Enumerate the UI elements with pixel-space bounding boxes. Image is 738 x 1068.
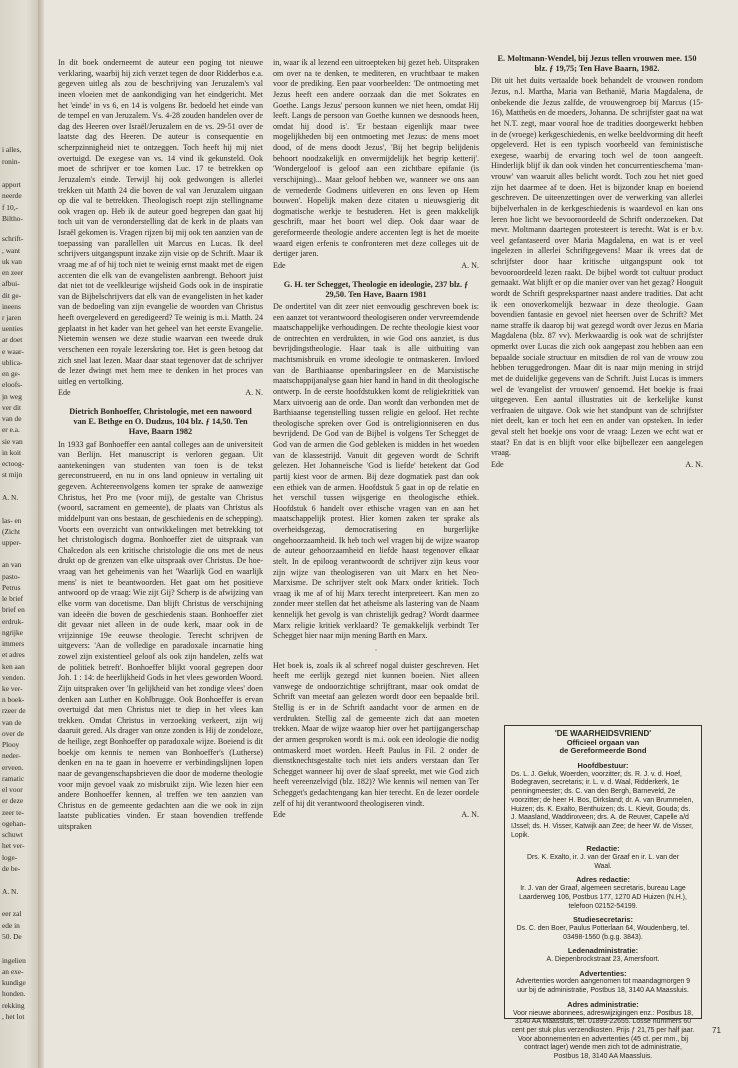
gutter-text-fragment: ronin- xyxy=(2,157,21,166)
gutter-text-fragment: ectoog- xyxy=(2,459,25,468)
gutter-text-fragment: neder- xyxy=(2,751,21,760)
gutter-text-fragment: et adres xyxy=(2,650,25,659)
review-continuation-text: In dit boek onderneemt de auteur een poging tot nieuwe verklaring, waarbij hij zich verzet tegen de door Ridderbos e.a. gegeven uitleg als zou de beschrijving van Jeruzalem's val ineen vloeien met de aankondiging van het eindgericht. Met het 'einde' in vs 6, en 14 is volgens Br. bedoeld het einde van de tempel en van Jeruzalem. Vs. 4-28 zouden handelen over de dag des Heeren over Israël/Jeruzalem en de vs. 29-51 over de laatste dag des Heeren. De auteur is consequentie en scherpzinnigheid niet te ontzeggen. Toch heeft hij mij niet overtuigd. De exegese van vs. 14 vind ik gekunsteld. Ook moet de schrijver er toe komen Luc. 17 te betrekken op Jeruzalem's einde. Terwijl hij ook gedwongen is allerlei trekken uit Matth 24 die boven de val van Jeruzalem uitgaan op die val te betrekken. Theologisch roept zijn stellingname ook vragen op. Heb ik de auteur goed begrepen dan gaat hij toch uit van de veronderstelling dat de kerk in de plaats van Israël gekomen is. Vragen rijzen bij mij ook ten aanzien van de toepassing van parallellen uit Marcus en Lucas. Ik deel schrijvers uitgangspunt inzake zijn visie op de Schrift. Maar ik vraag me af of hij toch niet te weinig ernst maakt met de eigen accenten die elk van de evangelisten aanbrengt. Behoort juist dat niet tot de veelkleurige wijsheid Gods ook in de inspiratie van de Bijbelschrijvers dat elk van de evangelisten in het kader van de bedoeling van zijn evangelie de woorden van Christus heeft overgeleverd en geredigeerd? Te weinig is m.i. Matth. 24 geplaatst in het kader van het geheel van het eerste Evangelie. Nietemin wensen we deze studie waarvan een tweede druk verschenen een royale lezerskring toe. Het is geen betoog dat zich snel laat lezen. Maar daar staat tegenover dat de schrijver de lezer dwingt met hem mee te denken in het proces van uitleg en vertolking. xyxy=(58,58,263,386)
gutter-text-fragment: en zeer xyxy=(2,268,24,277)
gutter-text-fragment: zeer te- xyxy=(2,808,24,817)
gutter-text-fragment: honden. xyxy=(2,989,26,998)
gutter-text-fragment: brief en xyxy=(2,605,25,614)
gutter-text-fragment: ogehan- xyxy=(2,819,26,828)
signature-place: Ede xyxy=(273,260,286,270)
gutter-text-fragment: las- en xyxy=(2,516,22,525)
gutter-text-fragment: ublica- xyxy=(2,358,23,367)
redactie-text: Drs. K. Exalto, ir. J. van der Graaf en ir. L. van der Waal. xyxy=(526,854,680,870)
ledenadministratie-label: Ledenadministratie: xyxy=(567,946,639,956)
signature-initials: A. N. xyxy=(461,260,479,270)
signature-place: Ede xyxy=(58,388,71,398)
gutter-text-fragment: , want xyxy=(2,246,21,255)
gutter-text-fragment: eloofs- xyxy=(2,380,23,389)
ledenadministratie-text: A. Diepenbrockstraat 23, Amersfoort. xyxy=(546,956,660,964)
column-3 xyxy=(491,52,703,479)
paragraph-separator: · xyxy=(374,645,378,655)
gutter-text-fragment: upper- xyxy=(2,538,22,547)
colophon-subtitle: Officieel orgaan van xyxy=(566,737,640,747)
gutter-text-fragment: en ge- xyxy=(2,369,21,378)
review-text-ter-schegget-part-2: Het boek is, zoals ik al schreef nogal duister geschreven. Het heeft me eerlijk gezegd niet kunnen boeien. Niet alleen vanwege de ondoorzichtige schrijftrant, maar ook omdat de Schrift van meetaf aan gelezen wordt door een bepaalde bril. Stellig is er in de Schrift aandacht voor de armen en de verdrukten. Stellig zal de gemeente zich dat aan moeten trekken. Maar de wijze waarop hier over het partijgangerschap der armen gesproken wordt is m.i. ook een ideologie die nodig ontmaskerd moet worden. Heeft Paulus in Fil. 2 onder de dienstknechtsgestalte toch niet iets anders verstaan dan Ter Schegget wanneer hij over de slaaf spreekt, met wie God zich heeft vereenzelvigd (blz. 182)? Wie kennis wil nemen van Ter Schegget's gedachtengang kan hier terecht. En de lezer oordele zelf of hij dit verantwoord theologiseren vindt. xyxy=(273,660,479,808)
gutter-text-fragment: rzeer de xyxy=(2,706,26,715)
gutter-text-fragment: de be- xyxy=(2,864,21,873)
review-continuation-text-2: in, waar ik al lezend een uitroepteken bij gezet heb. Uitspraken om over na te denken, te mediteren, en vruchtbaar te maken voor de prediking. Een paar voorbeelden: 'De ontmoeting met Jezus heeft een andere oorzaak dan die met Sokrates en Goethe. Langs Jezus' persoon kunnen we niet heen, omdat Hij leeft. Langs de persoon van Goethe kunnen we desnoods heen, omdat hij dood is'. 'Er bestaan eigenlijk maar twee mogelijkheden bij een ontmoeting met Jezus: de mens moet dood, of de mens doodt Jezus', 'Bij het begrip belijdenis behoort noodzakelijk en onvermijdelijk het begrip ketterij'. 'Wondergeloof is geloof aan een zichtbare epifanie (is verschijning)... Maar geloof hebben we, wanneer we ons aan de vernederde Godmens uitleveren en ons leven op Hem bouwen'. Hopelijk maken deze citaten u nieuwsgierig dit dogmatische werkje te bestuderen. Het is geen makkelijk geschrift, maar het boort wel diep. Ook daar waar de gereformeerde theologie andere accenten legt is het de moeite waard eigen erfenis te confronteren met deze colleges uit de dertiger jaren. xyxy=(273,58,479,259)
review-title-ter-schegget: G. H. ter Schegget, Theologie en ideologie, 237 blz. ƒ 29,50. Ten Have, Baarn 1981 xyxy=(283,279,469,299)
gutter-text-fragment: Petrus xyxy=(2,583,21,592)
gutter-text-fragment: el voor xyxy=(2,785,23,794)
studiesecretaris-label: Studiesecretaris: xyxy=(573,915,633,925)
gutter-text-fragment: (Zicht xyxy=(2,527,21,536)
signature-place: Ede xyxy=(273,810,286,820)
redactie-label: Redactie: xyxy=(586,844,620,854)
gutter-text-fragment: erveen. xyxy=(2,763,24,772)
gutter-text-fragment: Biltho- xyxy=(2,214,23,223)
gutter-text-fragment: le brief xyxy=(2,594,24,603)
gutter-text-fragment: Plooy xyxy=(2,740,20,749)
gutter-text-fragment: 50. De xyxy=(2,932,22,941)
gutter-text-fragment: uenties xyxy=(2,324,23,333)
page-number: 71 xyxy=(712,1026,721,1035)
colophon-title: 'DE WAARHEIDSVRIEND' xyxy=(554,729,652,738)
colophon-box xyxy=(504,725,702,1061)
hoofdbestuur-label: Hoofdbestuur: xyxy=(577,761,629,770)
gutter-text-fragment: ingelien xyxy=(2,956,26,965)
gutter-text-fragment: i alles, xyxy=(2,145,22,154)
gutter-text-fragment: apport xyxy=(2,180,21,189)
gutter-text-fragment: kundige xyxy=(2,978,26,987)
signature-initials: A. N. xyxy=(245,388,263,398)
gutter-text-fragment: immers xyxy=(2,639,25,648)
gutter-text-fragment: venden. xyxy=(2,673,26,682)
gutter-text-fragment: neerde xyxy=(2,191,22,200)
gutter-text-fragment: er deze xyxy=(2,796,24,805)
gutter-text-fragment: dit ge- xyxy=(2,291,22,300)
gutter-text-fragment: e waar- xyxy=(2,347,24,356)
page-fold-shadow xyxy=(38,0,44,1068)
gutter-text-fragment: A. N. xyxy=(2,887,19,896)
administratie-label: Adres administratie: xyxy=(567,999,639,1009)
gutter-text-fragment: ver dit xyxy=(2,403,22,412)
gutter-text-fragment: , het lot xyxy=(2,1012,25,1021)
gutter-text-fragment: ineens xyxy=(2,302,21,311)
gutter-text-fragment: st mijn xyxy=(2,470,23,479)
gutter-text-fragment: eer zal xyxy=(2,909,22,918)
gutter-text-fragment: an van xyxy=(2,560,22,569)
administratie-text: Voor nieuwe abonnees, adreswijzigingen enz.: Postbus 18, 3140 AA Maassluis, tel. 01899-22655. Losse nummers 60 cent per stuk plus verzendkosten. Prijs ƒ 21,75 per half jaar. Voor abonnementen en advertenties (45 ct. per mm., bij contract lager) wende men zich tot de administratie, Postbus 18, 3140 AA Maassluis. xyxy=(511,1009,695,1061)
gutter-text-fragment: rekking xyxy=(2,1001,25,1010)
gutter-text-fragment: het ver- xyxy=(2,841,25,850)
gutter-text-fragment: sie van xyxy=(2,437,23,446)
gutter-text-fragment: f 10,- xyxy=(2,203,19,212)
review-text-bonhoeffer: In 1933 gaf Bonhoeffer een aantal colleges aan de universiteit van Berlijn. Het manuscript is verloren gegaan. Uit aantekeningen van studenten van toen is de tekst gereconstrueerd, en nu in ons land opnieuw in vertaling uit gegeven. Achtereenvolgens komen ter sprake de aanwezige Christus, het Pro me (voor mij), de gestalte van Christus (woord, sacrament en gemeente), de plaats van Christus als middelpunt van ons bestaan, de geschiedenis en de schepping). Voorts een overzicht van ontwikkelingen met betrekking tot het christologisch dogma. Bonhoeffer ziet de uitspraak van Chalcedon als een kritische christologie die ons met de neus drukt op de grenzen van elke uitspraak over Christus. De hoe-vraag van het geheimenis van het 'Waarlijk God en waarlijk mens' is niet te beantwoorden. Het gaat om het positieve antwoord op de vraag: Wie zijt Gij? Scherp is de afwijzing van elke vorm van docetisme. Dan blijft Christus de verschijning van ideeën die boven de geschiedenis staan. Bonhoeffer ziet dit gevaar niet alleen in de oude kerk, maar ook in de vrijzinnige 19e eeuwse theologie. Terecht schrijven de uitgevers: 'Aan de volledige en paradoxale incarnatie hing zowel zijn existentieel geloof als ook zijn handelen, zelfs wat de politiek betreft'. Bonhoeffer blijkt vooral gegrepen door Joh. 1 : 14: de heerlijkheid Gods in het vlees geworden Woord. Zijn uitspraken over 'In gelijkheid van het zondige vlees' doen denken aan Luther en Kohlbrugge. Ook Bonhoeffer is ervan overtuigd dat men Christus niet te diep in het vlees kan trekken. Omdat Christus in verzoeking verkeert, zijn wij daaruit gered. Als drager van onze zonden is Hij de zondeloze, de heilige, zegt Bonhoeffer op paradoxale wijze. Boeiend is dit boekje om kennis te nemen van Bonhoeffer's (Lutherse) denken en na te gaan in hoeverre er verbindingslijnen lopen naar de gevangenschapsbrieven die door de moderne theologie voor mijn gevoel vaak zo misbruikt zijn. Wie lezen hier een andere Bonhoeffer kennen, al treffen we ten aanzien van Christus en de gemeente gedachten aan die we ook in zijn laatste publicaties vinden. Er staan bovendien treffende uitspraken xyxy=(58,439,263,832)
gutter-text-fragment: er e.a. xyxy=(2,425,20,434)
gutter-text-fragment: loge- xyxy=(2,853,18,862)
signature-place: Ede xyxy=(491,459,504,469)
advertenties-text: Advertenties worden aangenomen tot maandagmorgen 9 uur bij de administratie, Postbus 18, 3140 AA Maassluis. xyxy=(515,978,691,995)
review-title-bonhoeffer: Dietrich Bonhoeffer, Christologie, met een nawoord van E. Bethge en O. Dudzus, 104 blz. ƒ 14,50. Ten Have, Baarn 1982 xyxy=(69,407,252,437)
gutter-text-fragment: ede in xyxy=(2,921,20,930)
hoofdbestuur-text: Ds. L. J. Geluk, Woerden, voorzitter; ds. R. J. v. d. Hoef, Bodegraven, secretaris; ir. L. v. d. Waal, Ridderkerk, 1e penningmeester; ds. C. van den Bergh, Barneveld, 2e voorzitter; de heer H. Bos, Dirksland; dr. A. van Brummelen, Huizen; ds. K. Exalto, Benthuizen; ds. L. Kievit, Gouda; ds. J. Maasland, Waddinxveen; drs. A. de Reuver, Capelle a/d IJssel; ds. H. Visser, Katwijk aan Zee; de heer W. de Visser, Lopik. xyxy=(511,770,694,839)
gutter-text-fragment: van de xyxy=(2,718,22,727)
signature-initials: A. N. xyxy=(461,810,479,820)
gutter-text-fragment: over de xyxy=(2,729,24,738)
signature-line xyxy=(273,810,479,821)
studiesecretaris-text: Ds. C. den Boer, Paulus Potterlaan 64, Woudenberg, tel. 03498-1560 (b.g.g. 3843). xyxy=(516,924,690,941)
gutter-text-fragment: afbui- xyxy=(2,279,20,288)
review-text-ter-schegget-part-1: De ondertitel van dit zeer niet eenvoudig geschreven boek is: een aanzet tot verantwoord theologiseren onder vervreemdende maatschappelijke verhoudingen. De rechte theologie kiest voor de ontrechten en verdrukten, in wie God ons aanziet, is dus bevrijdingstheologie. Haar taak is alle uitbuiting van machtsmisbruik en vrome ideologie te ontmaskeren. Invloed van de Barthiaanse openbaringsleer en de Marxistische maatschappijanalyse gaan hier hand in hand in dit theologische ontwerp. In de eerste hoofdstukken komt de religiekritiek van Marx uitvoerig aan de orde. Dan wordt dan verbonden met de Barthiaanse tegenstelling tussen religie en geloof. Het rechte theologische spreken over God is ontreligionniseren en dus bevrijdend. De God van de Bijbel is volgens Ter Schegget de God van de armen die God gebleken is midden in het woeden van de klassestrijd. Vanuit dit gegeven wordt de Schrift gelezen. Het Johanneïsche 'God is liefde' betekent dat God partij kiest voor de armen. Bij deze dogmatiek past dan ook een ethiek van de armen. Hoofdstuk 5 gaat in op de relatie en het verschil tussen wijsgerige en theologische ethiek. Hoofdstuk 6 handelt over ethische vragen van en aan het maatschappelijk protest. Hier komen zaken ter sprake als overheidsgezag, democratisering en burgerlijke ongehoorzaamheid. Ik heb toch wel vragen bij de wijze waarop de auteur gehoorzaamheid en liefde haast tegenover elkaar stelt. In de epiloog verantwoordt de schrijver zijn keus voor zijn wijze van theologiseren van uit Marx en het Neo-Marxisme. De schrijver stelt ook Marx onder kritiek. Toch vraag ik me af of hij Marx terecht interpreteert. Kan men zo zonder meer stellen dat het atheïsme als lastering van de Naam kennelijk het gevolg is van christelijk gedrag? Wordt daarmee Marx religie kritiek verklaard? Te gemakkelijk verbindt Ter Schegget hier naar mijn mening Barth en Marx. xyxy=(273,301,479,641)
signature-line xyxy=(58,388,263,399)
gutter-text-fragment: jn weg xyxy=(2,392,22,401)
gutter-text-fragment: r jaren xyxy=(2,313,22,322)
advertenties-label: Advertenties: xyxy=(579,968,627,978)
gutter-text-fragment: van de xyxy=(2,414,22,423)
gutter-text-fragment: A. N. xyxy=(2,493,19,502)
adres-redactie-label: Adres redactie: xyxy=(576,875,630,885)
adres-redactie-text: Ir. J. van der Graaf, algemeen secretaris, bureau Lage Laarderweg 106, Postbus 177, 1270 AD Huizen (N.H.), telefoon 02152-54199. xyxy=(519,885,687,910)
gutter-text-fragment: ramatic xyxy=(2,774,25,783)
gutter-text-fragment: an exe- xyxy=(2,967,24,976)
gutter-text-fragment: in koit xyxy=(2,448,22,457)
gutter-text-fragment: erdruk- xyxy=(2,617,24,626)
colophon-organisation: de Gereformeerde Bond xyxy=(559,746,647,756)
gutter-text-fragment: uk van xyxy=(2,257,22,266)
gutter-text-fragment: schrift- xyxy=(2,234,24,243)
gutter-text-fragment: ar doet xyxy=(2,335,23,344)
signature-line xyxy=(273,261,479,272)
gutter-text-fragment: ken aan xyxy=(2,662,25,671)
column-1 xyxy=(58,58,263,833)
gutter-text-fragment: n boek- xyxy=(2,695,25,704)
signature-line xyxy=(491,460,703,471)
column-2 xyxy=(273,58,479,829)
signature-initials: A. N. xyxy=(685,459,703,469)
gutter-text-fragment: pasto- xyxy=(2,572,21,581)
previous-page-edge xyxy=(0,0,38,1068)
review-title-moltmann: E. Moltmann-Wendel, bij Jezus tellen vrouwen mee. 150 blz. ƒ 19,75; Ten Have Baarn, 1982. xyxy=(497,54,697,74)
review-text-moltmann: Dit uit het duits vertaalde boek behandelt de vrouwen rondom Jezus, n.l. Martha, Maria van Bethanië, Maria Magdalena, de onbekende die Jezus zalfde, de vrouwengroep bij Marcus (15-16), Mattheüs en de moeders, Johanna. De schrijfster gaat na wat het N.T. zegt, maar vooral hoe de tradities doorgewerkt hebben in de (vroege) kerkgeschiedenis, en welke beeldvorming dit heeft opgeleverd. Het is een typisch voorbeeld van feministische exegese, waarbij de ervaring toch wel de toon aangeeft. Hinderlijk blijf ik dan ook vinden het concurrentieschema 'man-vrouw' van waaruit alles belicht wordt. Toch zou het niet goed zijn het daarmee af te doen. Het is bijzonder knap en boeiend geschreven. De uiteenzettingen over de verwerking van allerlei bijbelverhalen in de kerkgeschiedenis is waardevol en kan ons leren hoe licht we bevooroordeeld de Schrift onderzoeken. Dat mevr. Moltmann daartegen protesteert is terecht. Wat is er b.v. veel gefantaseerd over Maria Magdalena, en wat is er veel ingelezen in allerlei Schriftgegevens! Maar ik vrees dat de schrijfster door haar kritische uitgangspunt ook tot bevooroordeeld lezen raakt. De bijbel wordt tot cultuur product gemaakt. Wat blijft er op die manier over van het gezag? Hooguit wordt de Schrift gesprekspartner naast andere tradities. Dat acht ik een onoverkomelijk bezwaar in deze theologie. Gaan bovendien fantasie en gevoel niet heersen over de Schrift? Met name straffe ik daarop bij wat gezegd wordt over Jezus en Maria Magdalena (blz. 87 vv). Merkwaardig is ook wat de schrijfster opmerkt over Lucas die zich ook aangepast zou hebben aan een bepaalde sociale structuur en mitsdien de rol van de vrouw zou hebben teruggedrongen. Maar dit is naar mijn mening in strijd met de duidelijke gegevens van de Schrift. Juist Lucas is immers wel de 'evangelist der vrouwen' genoemd. Het boekje is fraai uitgegeven. Een aantal illustraties uit de kerkelijke kunst verfraaien de uitgave. Ook wie het standpunt van de schrijfster niet deelt, kan er toch het een en ander van opsteken. In ieder geval stelt het boekje ons voor de vraag: Lezen we echt wat er staat? En dat is en blijft voor elke bijbellezer een aangelegen vraag. xyxy=(491,76,703,458)
gutter-text-fragment: schuwt xyxy=(2,830,23,839)
gutter-text-fragment: ke ver- xyxy=(2,684,23,693)
gutter-text-fragment: ngrijke xyxy=(2,628,23,637)
